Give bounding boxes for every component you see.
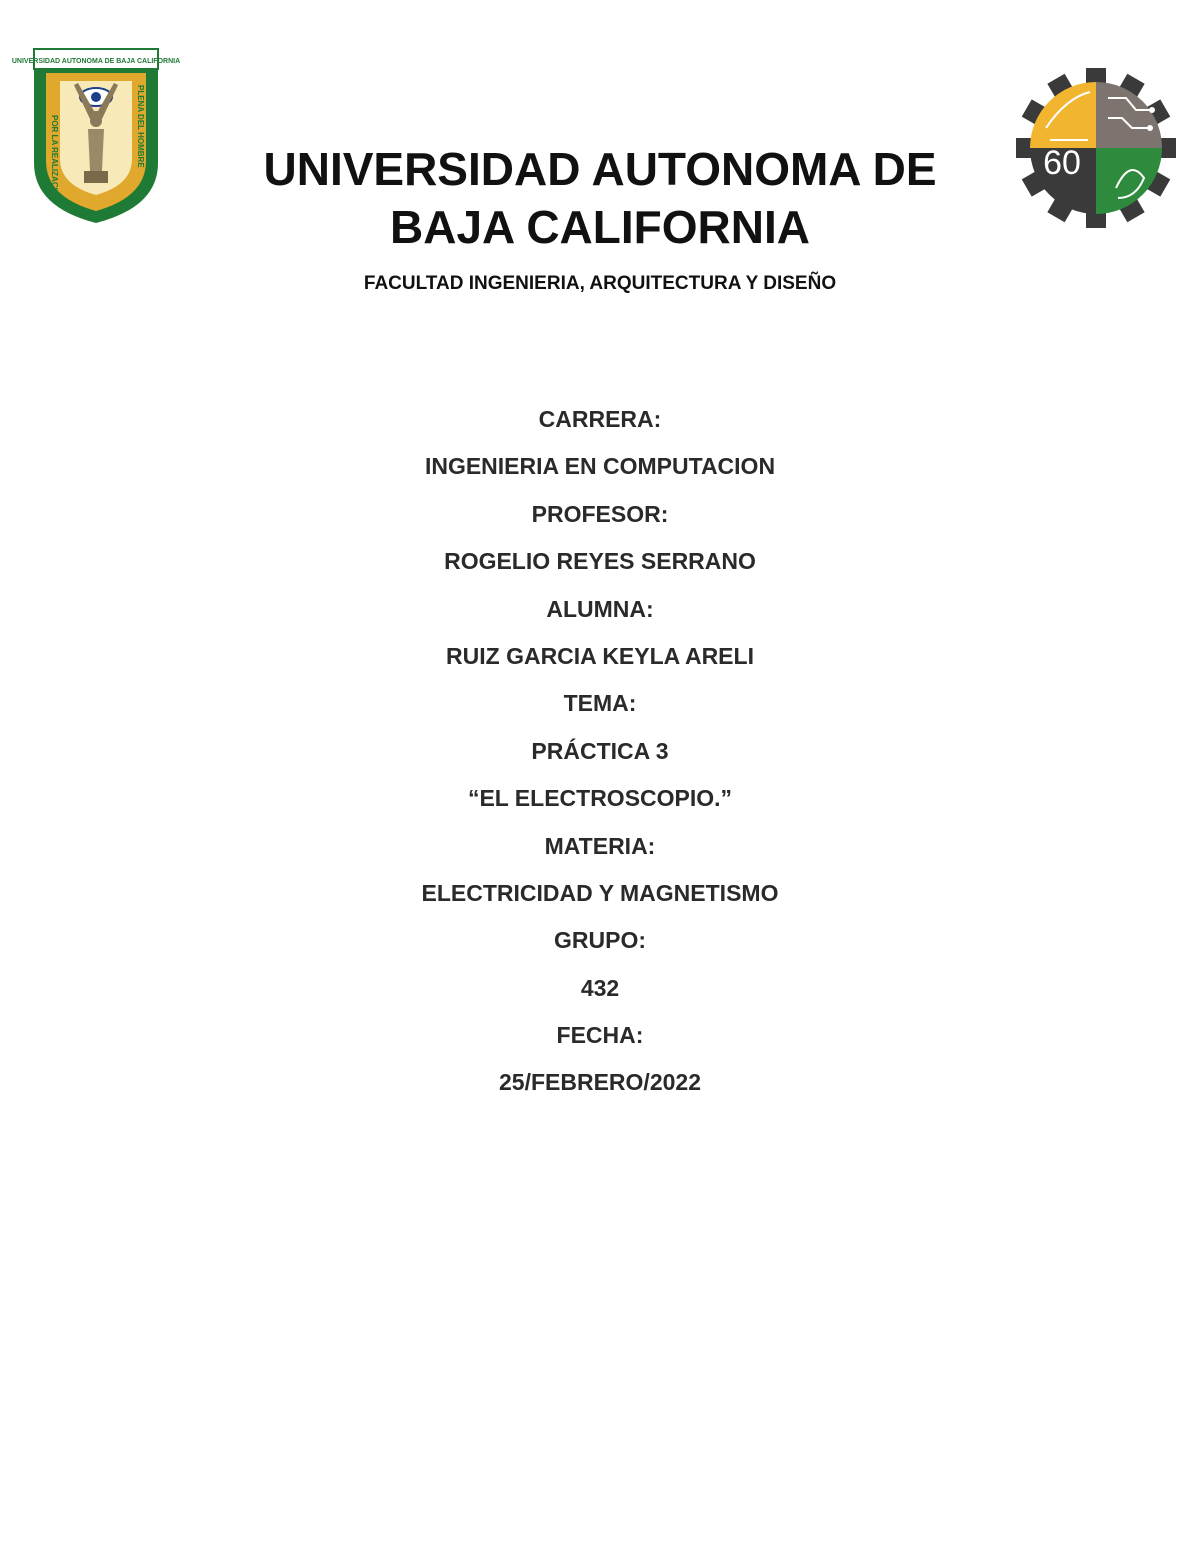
university-title-line2: BAJA CALIFORNIA [390, 201, 810, 253]
career-label: CARRERA: [538, 406, 662, 432]
subject-value: ELECTRICIDAD Y MAGNETISMO [421, 879, 779, 906]
university-title-line1: UNIVERSIDAD AUTONOMA DE [263, 143, 937, 195]
uabc-seal-logo [11, 45, 181, 227]
topic-subtitle: “EL ELECTROSCOPIO.” [467, 785, 733, 812]
student-label: ALUMNA: [546, 595, 654, 622]
date-label: FECHA: [556, 1022, 644, 1049]
university-title [200, 140, 1000, 256]
professor-label: PROFESOR: [531, 500, 669, 527]
professor-value: ROGELIO REYES SERRANO [444, 548, 756, 575]
svg-text:PLENA DEL HOMBRE: PLENA DEL HOMBRE [136, 85, 145, 168]
emblem-number: 60 [1043, 144, 1081, 182]
topic-label: TEMA: [563, 690, 637, 717]
career-value: INGENIERIA EN COMPUTACION [424, 453, 776, 480]
cover-details-list [200, 403, 1000, 1114]
topic-value: PRÁCTICA 3 [531, 737, 669, 764]
student-value: RUIZ GARCIA KEYLA ARELI [446, 642, 754, 669]
group-label: GRUPO: [554, 927, 646, 954]
date-value: 25/FEBRERO/2022 [499, 1069, 701, 1096]
svg-text:POR LA REALIZACION: POR LA REALIZACION [50, 115, 59, 202]
group-value: 432 [580, 974, 620, 1001]
subject-label: MATERIA: [544, 832, 656, 859]
faculty-name: FACULTAD INGENIERIA, ARQUITECTURA Y DISEÑO [363, 273, 837, 294]
faculty-gear-emblem-logo [1016, 68, 1176, 228]
svg-text:UNIVERSIDAD AUTONOMA DE BAJA C: UNIVERSIDAD AUTONOMA DE BAJA CALIFORNIA [11, 58, 181, 65]
